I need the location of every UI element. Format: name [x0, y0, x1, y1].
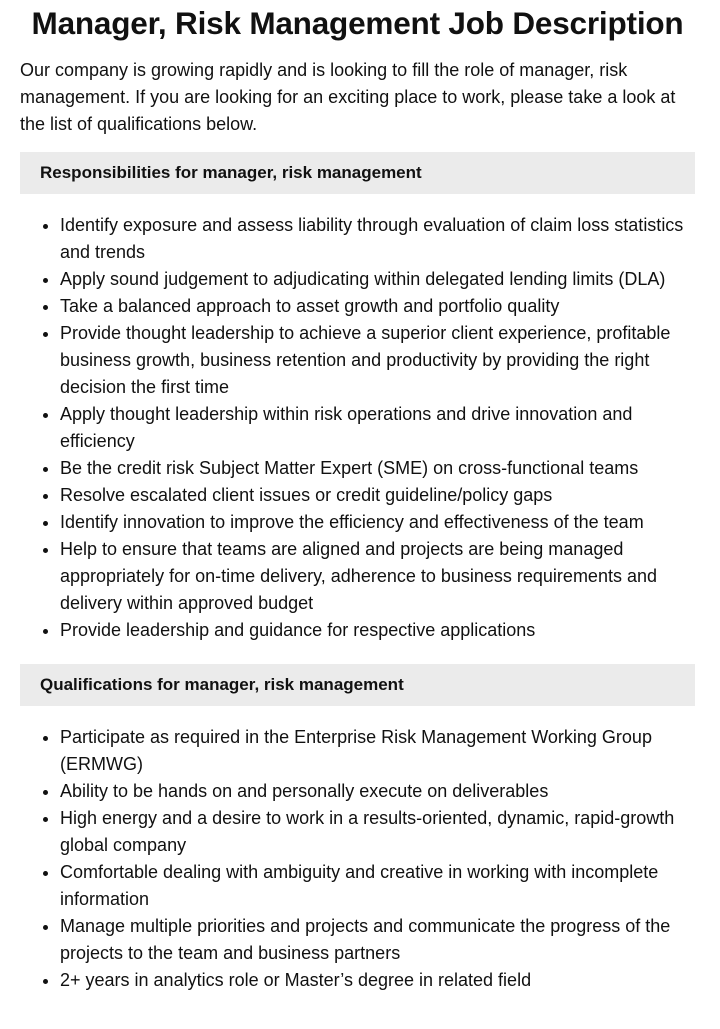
page-title: Manager, Risk Management Job Description [31, 5, 684, 41]
list-item: • Identify innovation to improve the efficiency and effectiveness of the team [60, 509, 695, 536]
list-item: • Provide leadership and guidance for respective applications [60, 617, 695, 644]
qualifications-heading: Qualifications for manager, risk management [20, 664, 695, 706]
list-item: • Provide thought leadership to achieve a superior client experience, profitable business growth, business retention and productivity by providing the right decision the first time [60, 320, 695, 401]
list-item: • Be the credit risk Subject Matter Expert (SME) on cross-functional teams [60, 455, 695, 482]
list-item: • Apply thought leadership within risk operations and drive innovation and efficiency [60, 401, 695, 455]
list-item: • Ability to be hands on and personally execute on deliverables [60, 778, 695, 805]
list-item: • Identify exposure and assess liability through evaluation of claim loss statistics and trends [60, 212, 695, 266]
list-item: • Resolve escalated client issues or credit guideline/policy gaps [60, 482, 695, 509]
list-item: • Comfortable dealing with ambiguity and creative in working with incomplete information [60, 859, 695, 913]
responsibilities-heading: Responsibilities for manager, risk management [20, 152, 695, 194]
intro-paragraph: Our company is growing rapidly and is looking to fill the role of manager, risk management. If you are looking for an exciting place to work, please take a look at the list of qualifications below. [20, 60, 676, 134]
list-item: • Participate as required in the Enterprise Risk Management Working Group (ERMWG) [60, 724, 695, 778]
list-item: • Help to ensure that teams are aligned and projects are being managed appropriately for on-time delivery, adherence to business requirements and delivery within approved budget [60, 536, 695, 617]
list-item: • Manage multiple priorities and projects and communicate the progress of the projects to the team and business partners [60, 913, 695, 967]
responsibilities-list [20, 212, 695, 644]
qualifications-list [20, 724, 695, 994]
list-item: • Take a balanced approach to asset growth and portfolio quality [60, 293, 695, 320]
list-item: • High energy and a desire to work in a results-oriented, dynamic, rapid-growth global company [60, 805, 695, 859]
list-item: • Apply sound judgement to adjudicating within delegated lending limits (DLA) [60, 266, 695, 293]
list-item: • 2+ years in analytics role or Master’s degree in related field [60, 967, 695, 994]
